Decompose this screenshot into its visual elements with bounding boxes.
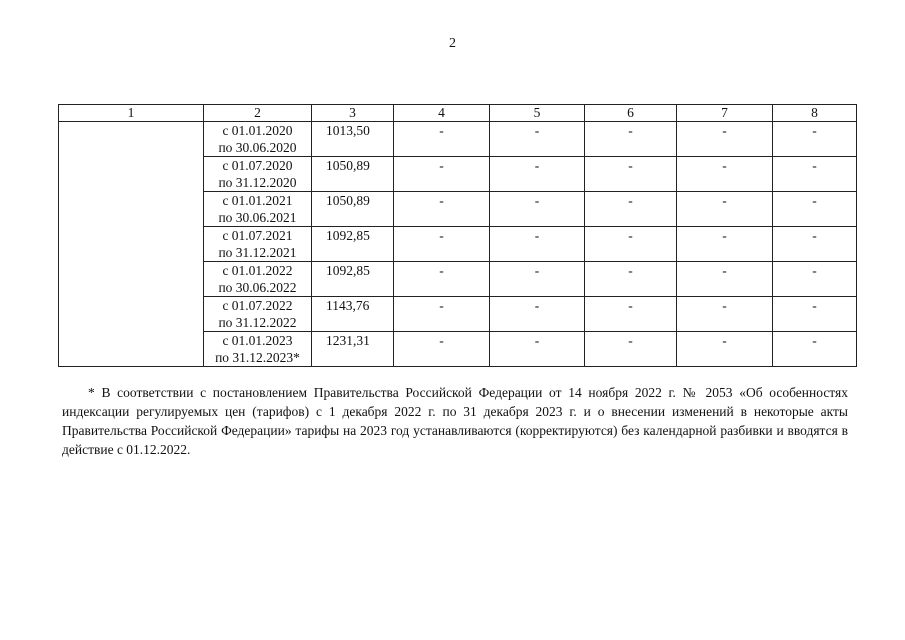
cell-col-8: - [773, 332, 857, 367]
table-row [59, 122, 857, 157]
tariff-value: 1231,31 [312, 332, 394, 367]
period-cell [204, 227, 312, 262]
tariff-value: 1143,76 [312, 297, 394, 332]
period-cell [204, 332, 312, 367]
tariff-value: 1050,89 [312, 157, 394, 192]
cell-col-5: - [490, 157, 585, 192]
table-header-row [59, 105, 857, 122]
cell-col-5: - [490, 122, 585, 157]
period-from: с 01.01.2020 [222, 123, 293, 138]
cell-col-4: - [394, 227, 490, 262]
period-to: по 30.06.2020 [218, 140, 297, 155]
cell-col-6: - [585, 297, 677, 332]
period-cell [204, 192, 312, 227]
column-header-2: 2 [204, 105, 312, 122]
cell-col-8: - [773, 192, 857, 227]
cell-col-6: - [585, 157, 677, 192]
period-from: с 01.01.2021 [222, 193, 293, 208]
cell-col-4: - [394, 157, 490, 192]
period-to: по 31.12.2020 [218, 175, 297, 190]
cell-col-6: - [585, 192, 677, 227]
cell-col-7: - [677, 297, 773, 332]
column-header-7: 7 [677, 105, 773, 122]
tariff-table [58, 104, 857, 367]
column-header-5: 5 [490, 105, 585, 122]
merged-column-1-cell [59, 122, 204, 367]
column-header-6: 6 [585, 105, 677, 122]
tariff-value: 1092,85 [312, 227, 394, 262]
cell-col-7: - [677, 332, 773, 367]
cell-col-7: - [677, 157, 773, 192]
period-to: по 30.06.2021 [218, 210, 297, 225]
column-header-1: 1 [59, 105, 204, 122]
tariff-value: 1092,85 [312, 262, 394, 297]
cell-col-4: - [394, 122, 490, 157]
cell-col-8: - [773, 157, 857, 192]
period-to: по 31.12.2023* [215, 350, 300, 365]
tariff-value: 1013,50 [312, 122, 394, 157]
period-to: по 30.06.2022 [218, 280, 297, 295]
cell-col-6: - [585, 262, 677, 297]
cell-col-7: - [677, 192, 773, 227]
period-cell [204, 157, 312, 192]
cell-col-6: - [585, 122, 677, 157]
period-to: по 31.12.2021 [218, 245, 297, 260]
cell-col-4: - [394, 192, 490, 227]
period-cell [204, 297, 312, 332]
column-header-4: 4 [394, 105, 490, 122]
period-from: с 01.07.2022 [222, 298, 293, 313]
column-header-3: 3 [312, 105, 394, 122]
cell-col-4: - [394, 332, 490, 367]
period-to: по 31.12.2022 [218, 315, 297, 330]
cell-col-8: - [773, 122, 857, 157]
page-number: 2 [449, 36, 456, 51]
cell-col-7: - [677, 262, 773, 297]
cell-col-6: - [585, 332, 677, 367]
cell-col-6: - [585, 227, 677, 262]
cell-col-5: - [490, 227, 585, 262]
period-cell [204, 262, 312, 297]
cell-col-8: - [773, 297, 857, 332]
period-from: с 01.07.2021 [222, 228, 293, 243]
cell-col-5: - [490, 262, 585, 297]
cell-col-8: - [773, 227, 857, 262]
footnote: * В соответствии с постановлением Правительства Российской Федерации от 14 ноября 2022 г. № 2053 «Об особенностях индексации регулируемых цен (тарифов) с 1 декабря 2022 г. по 31 декабря 2023 г. и о внесении изменений в некоторые акты Правительства Российской Федерации» тарифы на 2023 год устанавливаются (корректируются) без календарной разбивки и вводятся в действие с 01.12.2022. [62, 385, 848, 457]
cell-col-7: - [677, 227, 773, 262]
period-cell [204, 122, 312, 157]
tariff-value: 1050,89 [312, 192, 394, 227]
period-from: с 01.01.2023 [222, 333, 293, 348]
cell-col-7: - [677, 122, 773, 157]
period-from: с 01.07.2020 [222, 158, 293, 173]
column-header-8: 8 [773, 105, 857, 122]
cell-col-8: - [773, 262, 857, 297]
cell-col-5: - [490, 332, 585, 367]
cell-col-5: - [490, 192, 585, 227]
cell-col-5: - [490, 297, 585, 332]
period-from: с 01.01.2022 [222, 263, 293, 278]
cell-col-4: - [394, 297, 490, 332]
cell-col-4: - [394, 262, 490, 297]
